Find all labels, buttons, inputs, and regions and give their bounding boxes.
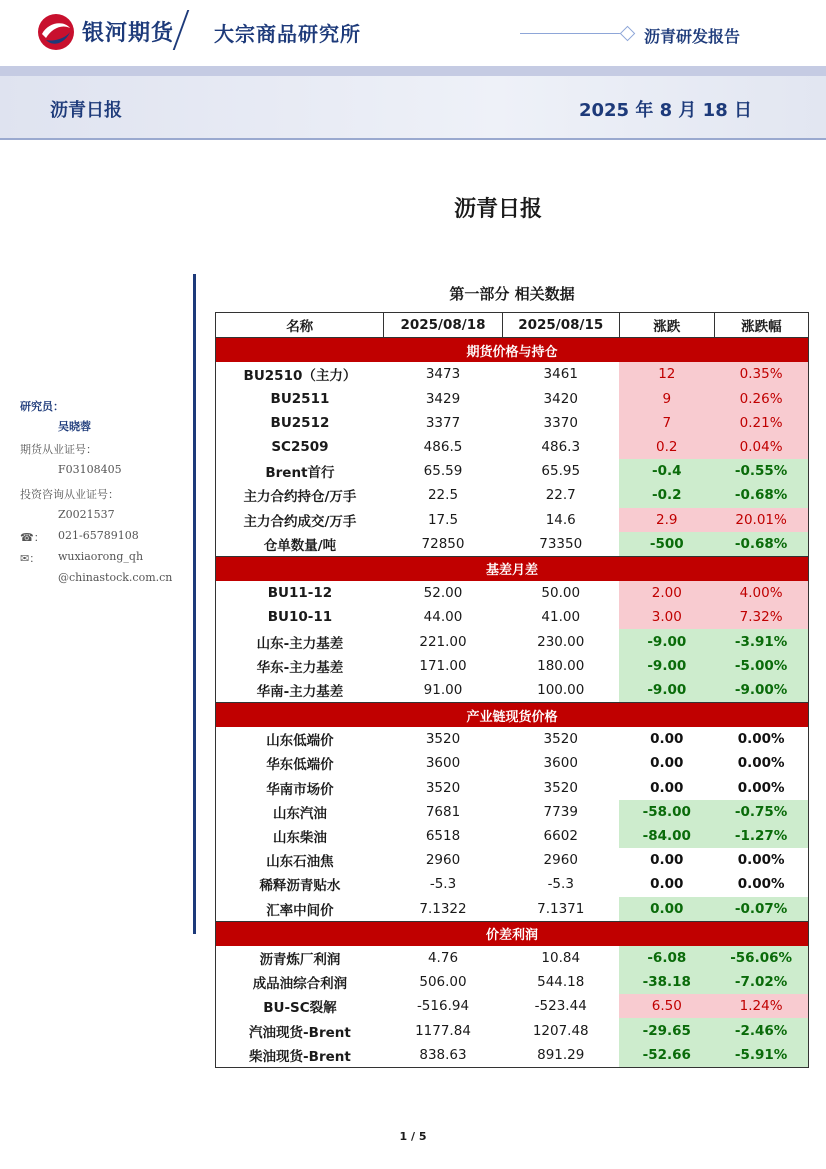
- cell-date1-value: 44.00: [423, 609, 463, 626]
- cell-change: 0.00: [650, 755, 684, 772]
- table-row: [216, 411, 809, 435]
- table-row: [216, 897, 809, 922]
- cell-change-pct: -9.00%: [714, 678, 808, 703]
- cell-date2-value: 3461: [543, 366, 578, 383]
- phone-icon: ☎：: [20, 531, 45, 544]
- cell-change: 0.00: [650, 731, 684, 748]
- category-row: [216, 703, 809, 728]
- cell-date2-value: 3370: [543, 414, 578, 431]
- table-row: [216, 994, 809, 1018]
- table-header-row: [216, 313, 809, 338]
- banner-title: 沥青日报: [50, 100, 122, 121]
- cell-change: -0.4: [619, 459, 714, 483]
- category-title: 价差利润: [216, 921, 809, 946]
- table-row: [216, 435, 809, 459]
- cell-change-pct: 0.26%: [714, 387, 808, 411]
- data-table: [215, 312, 809, 1068]
- cell-date1-value: 7681: [425, 803, 461, 820]
- futures-cert-number: F03108405: [58, 463, 122, 476]
- cell-change-pct: 1.24%: [714, 994, 808, 1018]
- table-row: [216, 872, 809, 896]
- cell-date1-value: 2960: [425, 852, 461, 869]
- cell-date2-value: 3420: [543, 390, 578, 407]
- cell-change: 0.00: [650, 779, 684, 796]
- header-rule: [520, 33, 622, 34]
- cell-change-pct: -1.27%: [714, 824, 808, 848]
- email-domain: @chinastock.com.cn: [58, 571, 173, 584]
- table-row: [216, 848, 809, 872]
- cell-date2-value: 2960: [543, 852, 578, 869]
- cell-date1-value: 221.00: [419, 633, 467, 650]
- cell-change: -500: [619, 532, 714, 557]
- table-row: [216, 824, 809, 848]
- table-row: [216, 727, 809, 751]
- cell-change: 6.50: [619, 994, 714, 1018]
- cell-date2-value: 65.95: [541, 463, 581, 480]
- cell-change-pct: -0.68%: [714, 532, 808, 557]
- cell-date1-value: 486.5: [423, 439, 463, 456]
- cell-date2-value: 3520: [543, 779, 578, 796]
- sidebar-divider: [193, 274, 196, 934]
- cell-date1-value: 72850: [384, 532, 502, 557]
- category-row: [216, 556, 809, 581]
- cell-name: 山东-主力基差: [216, 629, 384, 653]
- table-row: [216, 678, 809, 703]
- table-row: [216, 776, 809, 800]
- cell-change-pct: 4.00%: [714, 581, 808, 605]
- cell-change: 2.9: [619, 508, 714, 532]
- header-divider: [173, 10, 190, 50]
- cell-change: -38.18: [619, 970, 714, 994]
- cell-date1-value: 3520: [425, 779, 461, 796]
- cell-change-pct: -0.55%: [714, 459, 808, 483]
- cell-change-pct: 0.35%: [714, 362, 808, 386]
- cell-name: BU2510（主力）: [216, 362, 384, 386]
- category-title: 基差月差: [216, 556, 809, 581]
- email-icon: ✉：: [20, 552, 41, 565]
- cell-date2-value: -523.44: [534, 998, 587, 1015]
- cell-date2-value: 73350: [502, 532, 619, 557]
- cell-change: 2.00: [619, 581, 714, 605]
- cell-change: 3.00: [619, 605, 714, 629]
- cell-name: SC2509: [216, 435, 384, 459]
- cell-date1-value: 52.00: [423, 585, 463, 602]
- cell-change: 0.00: [619, 897, 714, 922]
- cell-date1-value: 506.00: [419, 974, 467, 991]
- phone-number: 021-65789108: [58, 529, 139, 542]
- table-row: [216, 387, 809, 411]
- table-row: [216, 654, 809, 678]
- cell-change: -58.00: [619, 800, 714, 824]
- table-row: [216, 751, 809, 775]
- table-row: [216, 362, 809, 386]
- cell-name: BU10-11: [216, 605, 384, 629]
- cell-date2-value: 7.1371: [502, 897, 619, 922]
- table-row: [216, 508, 809, 532]
- cell-date2-value: 544.18: [537, 974, 585, 991]
- company-name: 银河期货: [82, 21, 175, 46]
- cell-date1-value: 171.00: [419, 657, 467, 674]
- cell-change: 0.2: [619, 435, 714, 459]
- cell-change-pct: -3.91%: [714, 629, 808, 653]
- cell-date1-value: 1177.84: [415, 1022, 471, 1039]
- cell-change: -29.65: [619, 1018, 714, 1042]
- cell-date2-value: 3600: [543, 755, 578, 772]
- galaxy-logo-icon: [36, 12, 76, 52]
- cell-change-pct: -0.07%: [714, 897, 808, 922]
- cell-date2-value: 6602: [543, 828, 578, 845]
- cell-change: 0.00: [650, 852, 684, 869]
- consult-cert-label: 投资咨询从业证号：: [20, 488, 119, 501]
- cell-date1-value: 3600: [425, 755, 461, 772]
- banner-rule: [0, 138, 826, 140]
- cell-date2-value: 41.00: [541, 609, 581, 626]
- table-body: [216, 338, 809, 1068]
- category-title: 期货价格与持仓: [216, 338, 809, 363]
- cell-date1-value: 17.5: [427, 511, 459, 528]
- table-row: [216, 946, 809, 970]
- cell-date2-value: 100.00: [502, 678, 619, 703]
- cell-date2-value: 486.3: [541, 439, 581, 456]
- cell-name: 成品油综合利润: [216, 970, 384, 994]
- researcher-name: 吴晓蓉: [58, 420, 91, 433]
- cell-change-pct: -0.75%: [714, 800, 808, 824]
- cell-change-pct: -0.68%: [714, 483, 808, 507]
- cell-change: -0.2: [619, 483, 714, 507]
- cell-name: 汇率中间价: [216, 897, 384, 922]
- cell-name: 汽油现货-Brent: [216, 1018, 384, 1042]
- page-number: 1 / 5: [399, 1130, 427, 1143]
- futures-cert-label: 期货从业证号：: [20, 443, 97, 456]
- table-row: [216, 459, 809, 483]
- cell-name: Brent首行: [216, 459, 384, 483]
- cell-date2-value: 14.6: [545, 511, 576, 528]
- cell-name: 华南市场价: [216, 776, 384, 800]
- cell-change-pct: 0.21%: [714, 411, 808, 435]
- cell-change-pct: -2.46%: [714, 1018, 808, 1042]
- cell-date2-value: 230.00: [537, 633, 585, 650]
- cell-date2-value: 10.84: [541, 949, 581, 966]
- table-row: [216, 605, 809, 629]
- cell-change: -9.00: [619, 654, 714, 678]
- cell-change: 0.00: [650, 876, 684, 893]
- cell-change-pct: -5.91%: [714, 1043, 808, 1068]
- cell-change: -84.00: [619, 824, 714, 848]
- cell-change-pct: -7.02%: [714, 970, 808, 994]
- section-title: 第一部分 相关数据: [449, 285, 575, 303]
- email-user: wuxiaorong_qh: [58, 550, 144, 563]
- table-row: [216, 483, 809, 507]
- diamond-icon: [620, 26, 636, 42]
- cell-name: BU2512: [216, 411, 384, 435]
- category-title: 产业链现货价格: [216, 703, 809, 728]
- cell-name: 仓单数量/吨: [216, 532, 384, 557]
- cell-change-pct: 7.32%: [714, 605, 808, 629]
- cell-date1-value: 838.63: [384, 1043, 502, 1068]
- cell-date2-value: 1207.48: [532, 1022, 589, 1039]
- cell-date1-value: 6518: [425, 828, 461, 845]
- category-row: [216, 338, 809, 363]
- header-change-pct: 涨跌幅: [714, 313, 808, 338]
- cell-name: 华南-主力基差: [216, 678, 384, 703]
- cell-date1-value: -516.94: [416, 998, 470, 1015]
- cell-change-pct: 0.00%: [714, 872, 808, 896]
- cell-change: -52.66: [619, 1043, 714, 1068]
- page-title: 沥青日报: [453, 197, 542, 222]
- table-row: [216, 1018, 809, 1042]
- cell-date1-value: -5.3: [429, 876, 457, 893]
- cell-date2-value: -5.3: [547, 876, 574, 893]
- header-stripe: [0, 66, 826, 76]
- cell-date1-value: 91.00: [384, 678, 502, 703]
- cell-date1-value: 65.59: [423, 463, 463, 480]
- cell-change: 12: [619, 362, 714, 386]
- cell-name: 稀释沥青贴水: [216, 872, 384, 896]
- cell-change-pct: 0.04%: [714, 435, 808, 459]
- cell-name: 沥青炼厂利润: [216, 946, 384, 970]
- header-date2: 2025/08/15: [502, 313, 619, 338]
- cell-date2-value: 7739: [543, 803, 578, 820]
- department-name: 大宗商品研究所: [214, 22, 361, 46]
- cell-date1-value: 3429: [425, 390, 461, 407]
- cell-change: 9: [619, 387, 714, 411]
- cell-change-pct: 0.00%: [714, 727, 808, 751]
- report-type: 沥青研发报告: [644, 27, 741, 46]
- header-date1: 2025/08/18: [384, 313, 502, 338]
- cell-date1-value: 7.1322: [384, 897, 502, 922]
- cell-date2-value: 180.00: [537, 657, 585, 674]
- cell-change-pct: 0.00%: [714, 751, 808, 775]
- table-row: [216, 1043, 809, 1068]
- cell-name: 柴油现货-Brent: [216, 1043, 384, 1068]
- consult-cert-number: Z0021537: [58, 508, 115, 521]
- cell-name: BU-SC裂解: [216, 994, 384, 1018]
- cell-date1-value: 22.5: [427, 487, 459, 504]
- cell-date1-value: 3377: [425, 414, 461, 431]
- cell-name: 主力合约成交/万手: [216, 508, 384, 532]
- cell-change: -9.00: [619, 678, 714, 703]
- table-row: [216, 800, 809, 824]
- report-date: 2025 年 8 月 18 日: [578, 100, 752, 121]
- cell-date2-value: 891.29: [502, 1043, 619, 1068]
- cell-name: 华东低端价: [216, 751, 384, 775]
- cell-change: 7: [619, 411, 714, 435]
- cell-change: -6.08: [619, 946, 714, 970]
- cell-name: BU2511: [216, 387, 384, 411]
- table-row: [216, 629, 809, 653]
- cell-change: -9.00: [619, 629, 714, 653]
- table-row: [216, 532, 809, 557]
- table-row: [216, 970, 809, 994]
- report-header: [0, 0, 826, 66]
- cell-date1-value: 3473: [425, 366, 461, 383]
- cell-name: 主力合约持仓/万手: [216, 483, 384, 507]
- category-row: [216, 921, 809, 946]
- cell-change-pct: 20.01%: [714, 508, 808, 532]
- header-change: 涨跌: [619, 313, 714, 338]
- cell-name: 山东柴油: [216, 824, 384, 848]
- cell-name: 山东石油焦: [216, 848, 384, 872]
- cell-date2-value: 3520: [543, 731, 578, 748]
- cell-change-pct: -5.00%: [714, 654, 808, 678]
- cell-date1-value: 4.76: [427, 949, 459, 966]
- cell-change-pct: 0.00%: [714, 776, 808, 800]
- cell-name: 山东汽油: [216, 800, 384, 824]
- table-row: [216, 581, 809, 605]
- cell-date2-value: 22.7: [545, 487, 576, 504]
- cell-change-pct: 0.00%: [714, 848, 808, 872]
- cell-name: BU11-12: [216, 581, 384, 605]
- cell-date1-value: 3520: [425, 731, 461, 748]
- researcher-label: 研究员：: [20, 400, 64, 413]
- cell-name: 华东-主力基差: [216, 654, 384, 678]
- cell-date2-value: 50.00: [541, 585, 581, 602]
- cell-change-pct: -56.06%: [714, 946, 808, 970]
- header-name: 名称: [216, 313, 384, 338]
- cell-name: 山东低端价: [216, 727, 384, 751]
